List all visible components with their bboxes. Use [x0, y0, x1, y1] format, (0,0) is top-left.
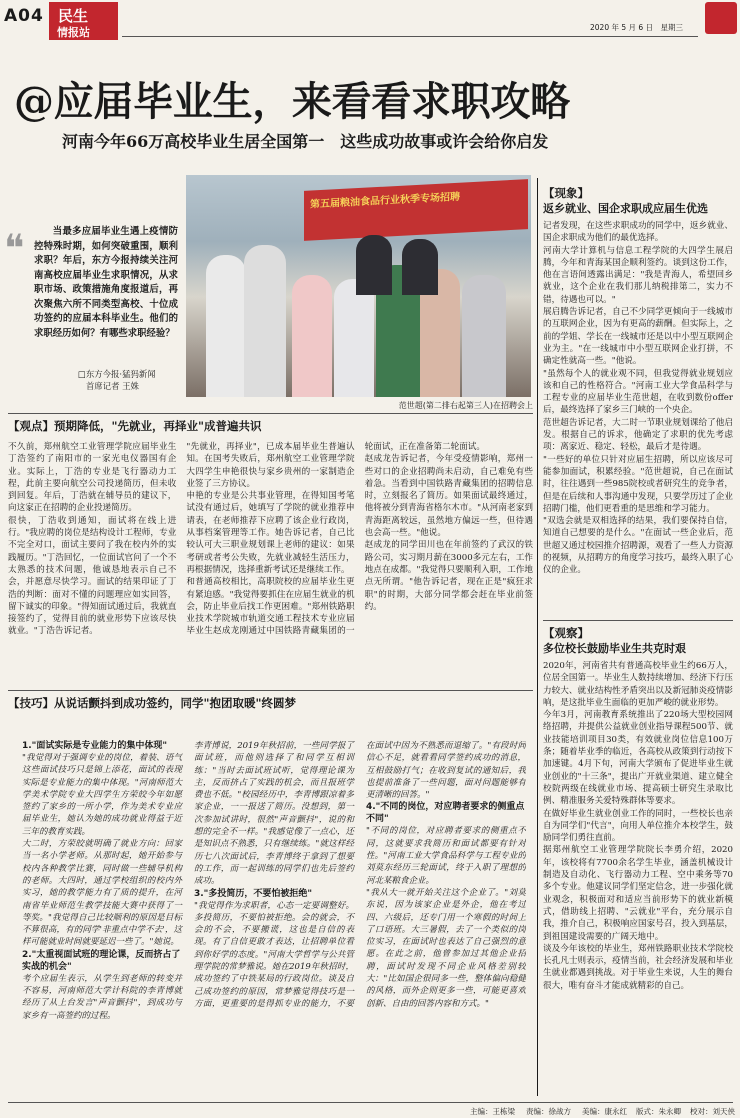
tips-title: 从说话颤抖到成功签约，同学"抱团取暖"终圆梦: [54, 696, 296, 710]
section-rule: [543, 620, 733, 621]
footer-art: 美编：康永红: [582, 1107, 627, 1116]
observation-body: 2020年，河南省共有普通高校毕业生约66万人，位居全国第一。毕业生人数持续增加、经济下行压力较大、就业结构性矛盾突出以及新冠肺炎疫情影响，是这批毕业生面临的更加严峻的就业形势。 今年3月，河南教育系统推出了220场大型校园网络招聘，并提供公益就业创业指导课程500节、就业技能培训项目30类，有效就业岗位信息100万条；随着毕业季的临近，各高校从政策到行动按下加速键。4月下旬，河南大学颁布了促进毕业生就业创业的"十三条"，提出广开就业渠道、建立健全校院两级在线就业市场、提高硕士研究生录取比例、精准服务关爱特殊群体等要求。 在做好毕业生就业创业工作的同时，一些校长也亲自为同学们"代言"，向用人单位推介本校学生，鼓励同学们勇往直前。 据郑州航空工业管理学院院长李勇介绍，2020年，该校将有7700余名学生毕业，涵盖机械设计制造及自动化、飞行器动力工程、空中乘务等70多个专业。他建议同学们坚定信念，进一步强化就业观念，积极面对和适应当前形势下的就业新模式，借助线上招聘、"云就业"平台，充分展示自我，推介自己，积极响应国家号召，投入到基层，到祖国建设需要的广阔天地中。 谈及今年该校的毕业生，郑州铁路职业技术学院校长孔凡士则表示，疫情当前，社会经济发展和毕业生就业都遇到挑战。对于毕业生来说，人生的舞台很大，唯有奋斗才能成就精彩的自己。: [543, 661, 733, 991]
tips-point-2-body: 考个应届生表示，从学生到老师的转变并不容易，河南师范大学计科院的李青博就经历了从上台发言"声音颤抖"，到成功与家乡有一高签约的过程。 李青博说，2019年秋招前，一些同学报了面试班，而他则选择了和同学互相训练："当时去面试班试听，觉得理论课为主，反而挤占了实践的机会，而且报班学费也不低。"校园经历中，李青博跟凉着多家企业，一一报送了简历。没想到，第一次参加试讲时，很然"声音颤抖"，说的和想的完全不一样。"我感觉像了一点心，还是知识点不熟悉，只有继续练。"就这样经历七八次面试后，李青博终于拿到了想要的工作，而一起训练的同学们也先后签约成功。: [22, 741, 354, 1021]
tips-section: [8, 690, 533, 1098]
tips-point-4-body: "不同的岗位，对应聘者要求的侧重点不同，这就要求我简历和面试都要有针对性。"河南工业大学食品科学与工程专业的刘莫东经历三轮面试，终于入职了理想的河北某粮食企业。 "我从大一就开始关注这个企业了。"刘莫东说，因为该家企业是外企，他在考过四、六级后，还专门用一个寒假的时间上了口语班。大三暑假，去了一个类似的岗位实习，在面试时也表达了自己强烈的意愿。在此之前，他曾参加过其他企业招聘，面试时发现不同企业风格差别较大："比如国企很同多一些，整体偏向稳健的风格，而外企则更多一些，可能更喜欢创新、自由的回答内容和方式。": [366, 826, 526, 1009]
headline: @应届毕业生，来看看求职攻略: [14, 78, 570, 125]
footer-proof: 校对：刘天侠: [690, 1107, 735, 1116]
tips-point-2-title: 2."太重视面试班的理论课，反而挤占了实战的机会": [22, 949, 181, 972]
section-rule: [8, 413, 533, 414]
phenomenon-body: 记者发现，在这些求职成功的同学中，返乡就业、国企求职成为他们的最优选择。 河南大学计算机与信息工程学院的大四学生展启腾，今年和青海某国企顺利签约。谈到这份工作，他在言语间透露出满足："我是青海人，希望回乡就业，这个企业在我们那儿纳税排第二，实力不错，待遇也可以。" 展启腾告诉记者，自己不少同学更倾向于一线城市的互联网企业，因为有更高的薪酬。但实际上，之前的学姐、学长在一线城市还是以中小型互联网企业为主。"在一线城市中小型互联网企业打拼，不确定性就高一些。"他说。 "虽然每个人的就业观不同，但我觉得就业规划应该和自己的性格符合。"河南工业大学食品科学与工程专业的应届毕业生范世超，在收到数份offer后，最终选择了家乡三门峡的一个央企。 范世超告诉记者，大二时一节职业规划课给了他启发。根据自己的诉求，他确定了求职的优先考虑项：离家近、稳定、轻松，最后才是待遇。 "一些好的单位只针对应届生招聘，所以应该尽可能参加面试，积累经验。"范世超说，自己在面试时，往往遇到一些985院校或者研究生的竞争者，但是在后续和人事沟通中发现，只要学历过了企业招聘门槛，他们更看重的是思维和学习能力。 "双选会就是双相选择的结果，我们要保持自信，知道自己想要的是什么。"在面试一些企业后，范世超又通过校园推介招聘源，观看了一些人力资源的视频，从招聘方的角度学习技巧，最终入职了心仪的企业。: [543, 221, 733, 576]
lead-paragraph: 当最多应届毕业生遇上疫情防控特殊时期，如何突破重围，顺利求职？年后，东方今报持续关注河南高校应届毕业生求职情况，从求职市场、政策措施角度报道后，再次聚焦六所不同类型高校、十位成功签约的应届本科毕业生。他们的求职经历如何？有哪些求职经验？: [34, 226, 178, 339]
byline-reporter: 首席记者 王姝: [86, 381, 139, 391]
byline-outlet: □东方今报·猛犸新闻: [78, 369, 156, 379]
viewpoint-section: [8, 413, 533, 685]
column-rule: [537, 178, 538, 1096]
newspaper-logo: [705, 2, 737, 34]
tips-point-3-title: 3."多投简历，不要怕被拒绝": [194, 888, 313, 899]
observation-tag: 【观察】: [543, 626, 589, 640]
footer-rule: [8, 1102, 733, 1103]
phenomenon-tag: 【现象】: [543, 186, 589, 200]
phenomenon-title: 返乡就业、国企求职成应届生优选: [543, 202, 708, 215]
observation-title: 多位校长鼓励毕业生共克时艰: [543, 642, 686, 655]
viewpoint-title: 预期降低，"先就业，再择业"成普遍共识: [54, 419, 262, 433]
tips-body: [22, 740, 526, 1088]
photo-banner-text: 第五届粮油食品行业秋季专场招聘: [310, 191, 460, 211]
observation-section: [543, 624, 733, 1098]
photo-caption: 范世超(第二排右起第三人)在招聘会上: [398, 401, 533, 410]
footer-desk: 责编：徐战方: [526, 1107, 571, 1116]
photo-banner: [304, 179, 528, 241]
tips-heading: [8, 696, 533, 710]
subheadline: 河南今年66万高校毕业生居全国第一 这些成功故事或许会给你启发: [62, 132, 549, 151]
byline: [78, 368, 178, 392]
tips-point-4-title: 4."不同的岗位，对应聘者要求的侧重点不同": [366, 802, 525, 825]
section-rule: [8, 690, 533, 691]
viewpoint-body-text: 不久前，郑州航空工业管理学院应届毕业生丁浩签约了南阳市的一家光电仪器国有企业。实际上，丁浩的专业是飞行器动力工程，此前主要向航空公司投递简历，但未收到回复。年后，丁浩就在辅导员的建议下，向这家正在招聘的企业投递简历。 很快，丁浩收到通知，面试将在线上进行。"我应聘的岗位是结构设计工程师，专业不完全对口，面试主要问了我在校内外的实践履历。"丁浩回忆，一位面试官问了一个不太熟悉的技术问题，他诚恳地表示自己不会，并愿意尽快学习。面试的结果印证了丁浩的判断：面对不懂的问题理应如实回答，留下诚实的印象。"得知面试通过后，我就直接签约了，觉得目前的就业形势下应该尽快就业。"丁浩告诉记者。 "先就业，再择业"，已成本届毕业生普遍认知。在国考失败后，郑州航空工业管理学院大四学生申艳很快与家乡贵州的一家制造企业签了三方协议。 申艳的专业是公共事业管理，在得知国考笔试没有通过后，她填写了学院的就业推荐申请表，在老师推荐下应聘了该企业行政岗，从事档案管理等工作。她告诉记者，自己比较认可大三职业规划课上老师的建议：如果考研或者考公失败，先就业减轻生活压力，再根据情况，选择重新考试还是继续工作。 和普通高校相比，高职院校的应届毕业生更有紧迫感。"我觉得要抓住在应届生就业的机会，防止毕业后找工作更困难。"郑州铁路职业技术学院城市轨道交通工程技术专业应届毕业生赵成龙刚通过中国铁路青藏集团的一轮面试，正在准备第二轮面试。 赵成龙告诉记者，今年受疫情影响，郑州一些对口的企业招聘尚未启动，自己难免有些着急。当看到中国铁路青藏集团的招聘信息时，立刻报名了简历。如果面试最终通过，他将被分到青海省格尔木市。"从河南老家到青海距离较远，虽然地方偏远一些，但待遇也会高一些。"他说。 赵成龙的同学田川也在年前签约了武汉的铁路公司，实习期月薪在3000多元左右，工作地点在成都。"我觉得只要顺利入职，工作地点无所谓。"他告诉记者，现在正是"疯狂求职"的时期，大部分同学都会赶在毕业前签约。: [8, 442, 533, 637]
header-rule: [122, 36, 698, 37]
tips-point-1-body: "我觉得对于强调专业的岗位，着装、语气这些面试技巧只是锦上添花，面试的表现实际是专业能力的集中体现。"河南师范大学美术学院专业大四学生方荣皎今年如愿签约了家乡的一所小学，作为美术专业应届毕业生，她认为她的成功就业得益于近三年的教育实践。 大二时，方荣皎就明确了就业方向：回家当一名小学老师。从那时起，她开始参与校内各种教学比赛，同时做一些辅导机构的老师。大四时，通过学校组织的校内外实习，她的教学能力有了质的提升，在河南省毕业师范生教学技能大赛中获得了一等奖。"我觉得自己比较顺利的原因是目标不算很高，有的同学'非重点中学不去'，这样可能就业时间就要延迟一些了。"她说。: [22, 753, 182, 948]
tips-point-3-body: "我觉得作为求职者，心态一定要调整好。多投简历，不要怕被拒绝。会的就会，不会的不会，不要搬谎，这也是自信的表现。有了自信更敢才表达，让招聘单位看到你好学的态度。"河南大学哲学与公共管理学院的常梦雅说。她在2019年秋招时，成功签约了中铁某局的行政岗位。谈及自己成功签约的原因，常梦雅觉得技巧是一方面，更重要的是得抓专业的能力，不要在面试中因为不熟悉而退缩了。"有段时间信心不足，就看看同学签约成功的消息，互相鼓励打气；在收到复试的通知后，我也提前准备了一些问题，面对问题能够有更清晰的回答。": [194, 741, 526, 1009]
section-badge: [49, 2, 118, 40]
viewpoint-body: [8, 441, 533, 685]
photo-people: [206, 235, 516, 397]
tips-point-1-title: 1."面试实际是专业能力的集中体现": [22, 741, 168, 751]
publish-date: 2020 年 5 月 6 日 星期三: [590, 23, 684, 32]
viewpoint-heading: [8, 419, 533, 433]
page-number: A04: [4, 6, 44, 26]
news-photo: [186, 175, 531, 397]
viewpoint-tag: 【观点】: [8, 419, 54, 433]
section-subtitle: 情报站: [57, 26, 90, 39]
footer-layout: 版式：朱永卿: [636, 1107, 681, 1116]
footer-editor: 主编：王栋梁: [470, 1107, 515, 1116]
page-header: [0, 0, 740, 42]
section-title: 民生: [58, 7, 89, 25]
quote-mark-icon: ❝: [4, 226, 25, 270]
tips-tag: 【技巧】: [8, 696, 54, 710]
phenomenon-section: [543, 186, 733, 616]
page-footer: [0, 1102, 740, 1118]
